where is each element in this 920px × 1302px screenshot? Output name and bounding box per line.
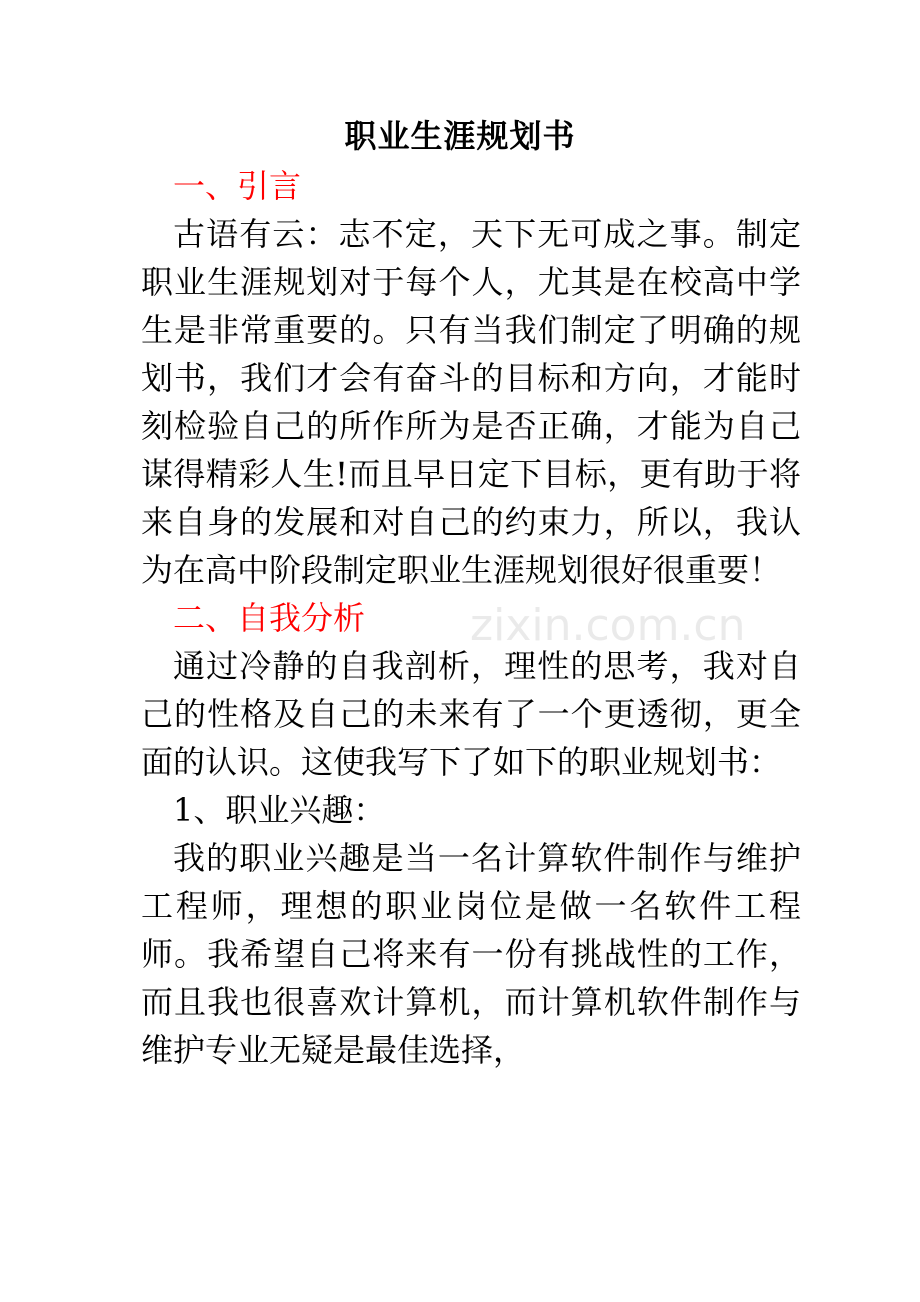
paragraph-career-interest: 我的职业兴趣是当一名计算软件制作与维护工程师，理想的职业岗位是做一名软件工程师。我希望自己将来有一份有挑战性的工作，而且我也很喜欢计算机，而计算机软件制作与维护专业无疑是最佳选择，	[141, 839, 801, 1069]
document-title: 职业生涯规划书	[344, 117, 576, 155]
paragraph-self-analysis: 通过冷静的自我剖析，理性的思考，我对自己的性格及自己的未来有了一个更透彻，更全面的认识。这使我写下了如下的职业规划书：	[141, 647, 801, 781]
document-content	[141, 162, 801, 1074]
paragraph-introduction: 古语有云：志不定，天下无可成之事。制定职业生涯规划对于每个人，尤其是在校高中学生是非常重要的。只有当我们制定了明确的规划书，我们才会有奋斗的目标和方向，才能时刻检验自己的所作所为是否正确，才能为自己谋得精彩人生!而且早日定下目标，更有助于将来自身的发展和对自己的约束力，所以，我认为在高中阶段制定职业生涯规划很好很重要！	[141, 215, 801, 589]
section-heading-introduction: 一、引言	[173, 167, 302, 205]
watermark-text: zixin.com.cn	[470, 600, 746, 651]
subheading-career-interest: 1、职业兴趣：	[173, 791, 386, 829]
section-heading-self-analysis: 二、自我分析	[173, 599, 366, 637]
